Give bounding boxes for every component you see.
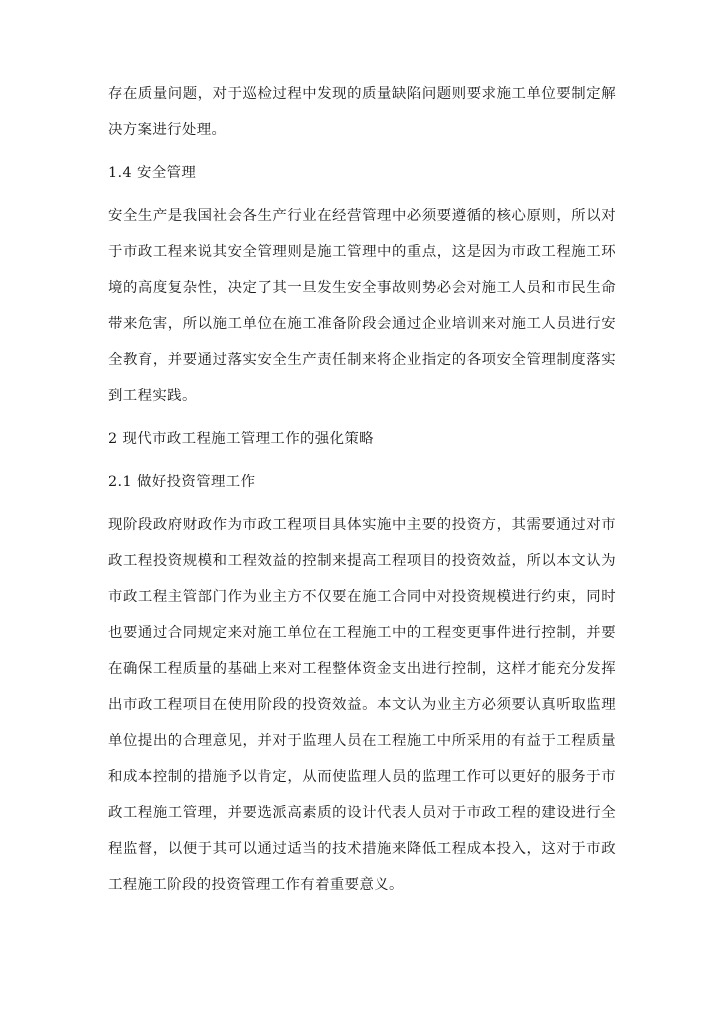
section-heading-investment: 2.1 做好投资管理工作 [108,474,256,490]
paragraph-safety-management: 安全生产是我国社会各生产行业在经营管理中必须要遵循的核心原则，所以对于市政工程来说其安全管理则是施工管理中的重点，这是因为市政工程施工环境的高度复杂性，决定了其一旦发生安全事故则势必会对施工人员和市民生命带来危害，所以施工单位在施工准备阶段会通过企业培训来对施工人员进行安全教育，并要通过落实安全生产责任制来将企业指定的各项安全管理制度落实到工程实践。 [108,208,616,404]
paragraph-investment-management: 现阶段政府财政作为市政工程项目具体实施中主要的投资方，其需要通过对市政工程投资规模和工程效益的控制来提高工程项目的投资效益，所以本文认为市政工程主管部门作为业主方不仅要在施工合同中对投资规模进行约束，同时也要通过合同规定来对施工单位在工程施工中的工程变更事件进行控制，并要在确保工程质量的基础上来对工程整体资金支出进行控制，这样才能充分发挥出市政工程项目在使用阶段的投资效益。本文认为业主方必须要认真听取监理单位提出的合理意见，并对于监理人员在工程施工中所采用的有益于工程质量和成本控制的措施予以肯定，从而使监理人员的监理工作可以更好的服务于市政工程施工管理，并要选派高素质的设计代表人员对于市政工程的建设进行全程监督，以便于其可以通过适当的技术措施来降低工程成本投入，这对于市政工程施工阶段的投资管理工作有着重要意义。 [108,517,616,893]
section-heading-safety: 1.4 安全管理 [108,165,197,181]
paragraph-quality-inspection: 存在质量问题，对于巡检过程中发现的质量缺陷问题则要求施工单位要制定解决方案进行处理。 [108,86,616,138]
document-page [108,76,616,903]
section-heading-strategies: 2 现代市政工程施工管理工作的强化策略 [108,431,374,447]
